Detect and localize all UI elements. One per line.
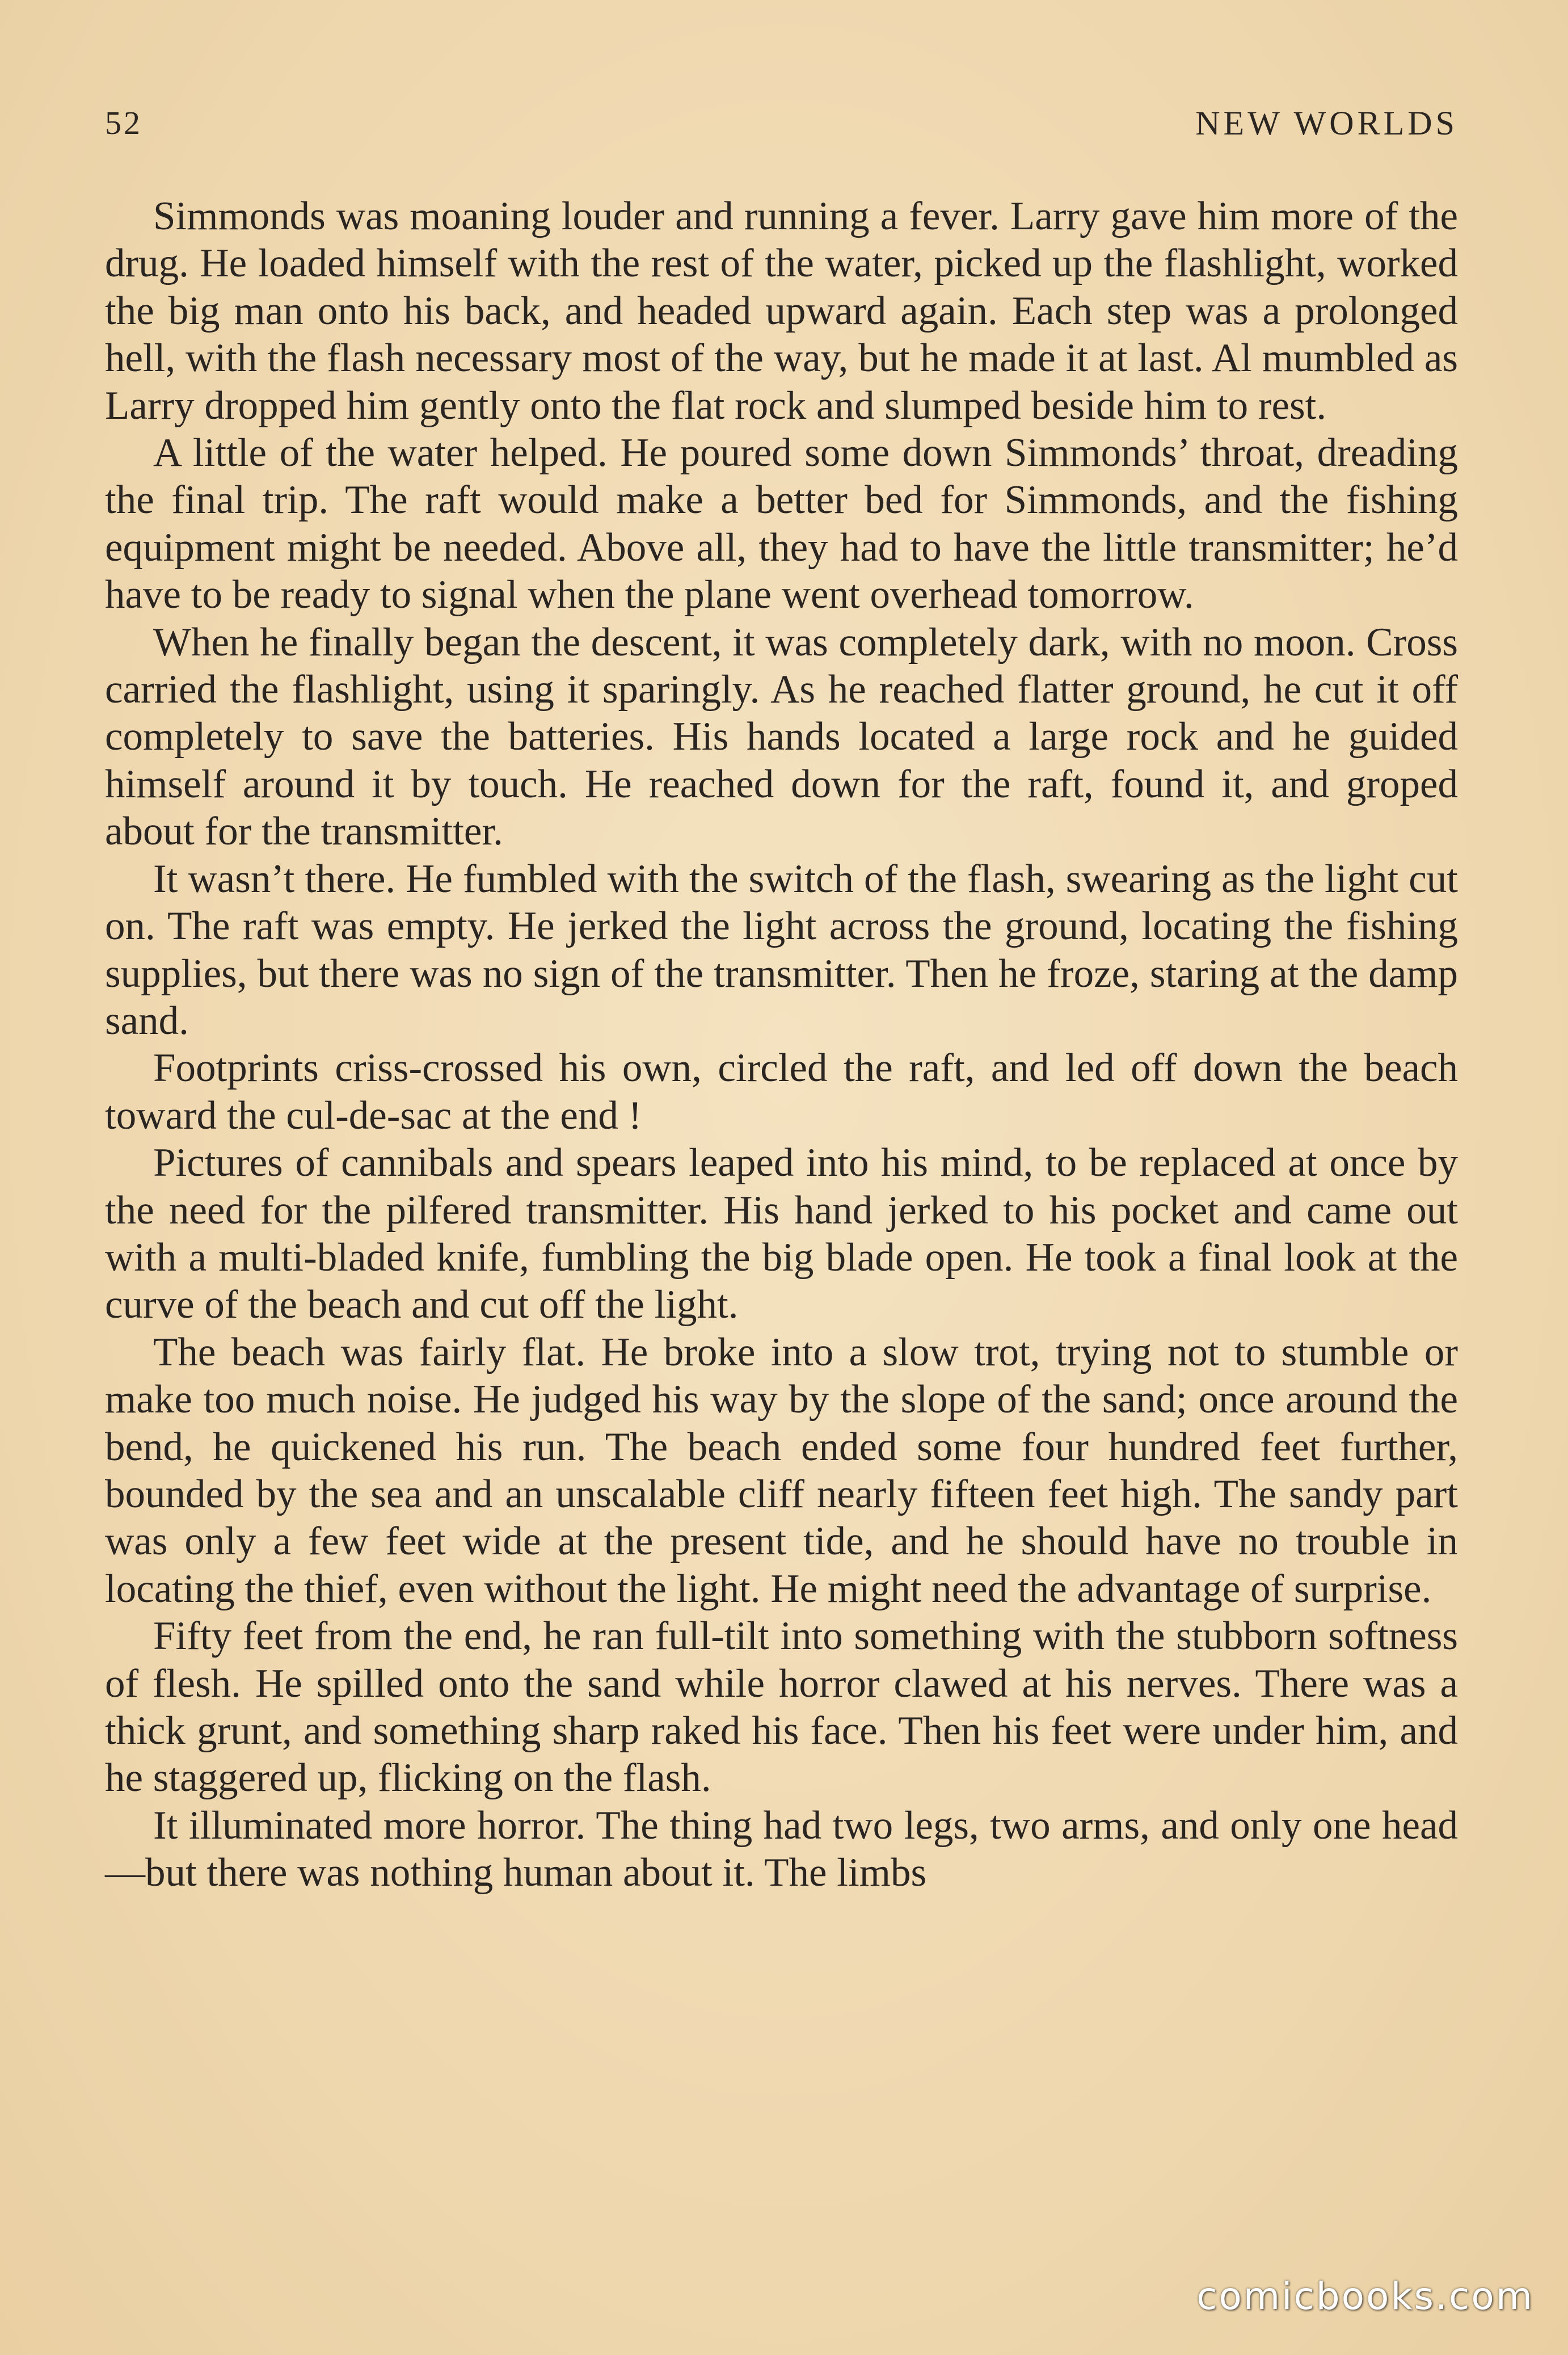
paragraph: Pictures of cannibals and spears leaped into his mind, to be replaced at once by the need for the pilfered transmitter. His hand jerked to his pocket and came out with a multi-bladed knife, fumbling the big blade open. He took a final look at the curve of the beach and cut off the light. (105, 1141, 1458, 1327)
page-number: 52 (105, 104, 142, 141)
watermark-logo: comicbooks.com (1196, 2274, 1534, 2318)
paragraph: It illuminated more horror. The thing had two legs, two arms, and only one head—but there was nothing human about it. The limbs (105, 1803, 1458, 1895)
body-text (105, 193, 1458, 1897)
paragraph: Footprints criss-crossed his own, circled the raft, and led off down the beach toward the cul-de-sac at the end ! (105, 1046, 1458, 1138)
paragraph: When he finally began the descent, it was completely dark, with no moon. Cross carried the flashlight, using it sparingly. As he reached flatter ground, he cut it off completely to save the batteries. His hands located a large rock and he guided himself around it by touch. He reached down for the raft, found it, and groped about for the transmitter. (105, 620, 1458, 854)
paragraph: A little of the water helped. He poured some down Simmonds’ throat, dreading the final trip. The raft would make a better bed for Simmonds, and the fishing equipment might be needed. Above all, they had to have the little transmitter; he’d have to be ready to signal when the plane went overhead tomorrow. (105, 431, 1458, 617)
page-header (105, 99, 1458, 156)
running-title: NEW WORLDS (1195, 104, 1458, 142)
paragraph: It wasn’t there. He fumbled with the switch of the flash, swearing as the light cut on. The raft was empty. He jerked the light across the ground, locating the fishing supplies, but there was no sign of the transmitter. Then he froze, staring at the damp sand. (105, 856, 1458, 1043)
paragraph: Fifty feet from the end, he ran full-tilt into something with the stubborn softness of flesh. He spilled onto the sand while horror clawed at his nerves. There was a thick grunt, and something sharp raked his face. Then his feet were under him, and he staggered up, flicking on the flash. (105, 1614, 1458, 1801)
paragraph: Simmonds was moaning louder and running a fever. Larry gave him more of the drug. He loaded himself with the rest of the water, picked up the flashlight, worked the big man onto his back, and headed upward again. Each step was a prolonged hell, with the flash necessary most of the way, but he made it at last. Al mumbled as Larry dropped him gently onto the flat rock and slumped beside him to rest. (105, 194, 1458, 428)
paragraph: The beach was fairly flat. He broke into a slow trot, trying not to stumble or make too much noise. He judged his way by the slope of the sand; once around the bend, he quickened his run. The beach ended some four hundred feet further, bounded by the sea and an unscalable cliff nearly fifteen feet high. The sandy part was only a few feet wide at the present tide, and he should have no trouble in locating the thief, even without the light. He might need the advantage of surprise. (105, 1330, 1458, 1611)
